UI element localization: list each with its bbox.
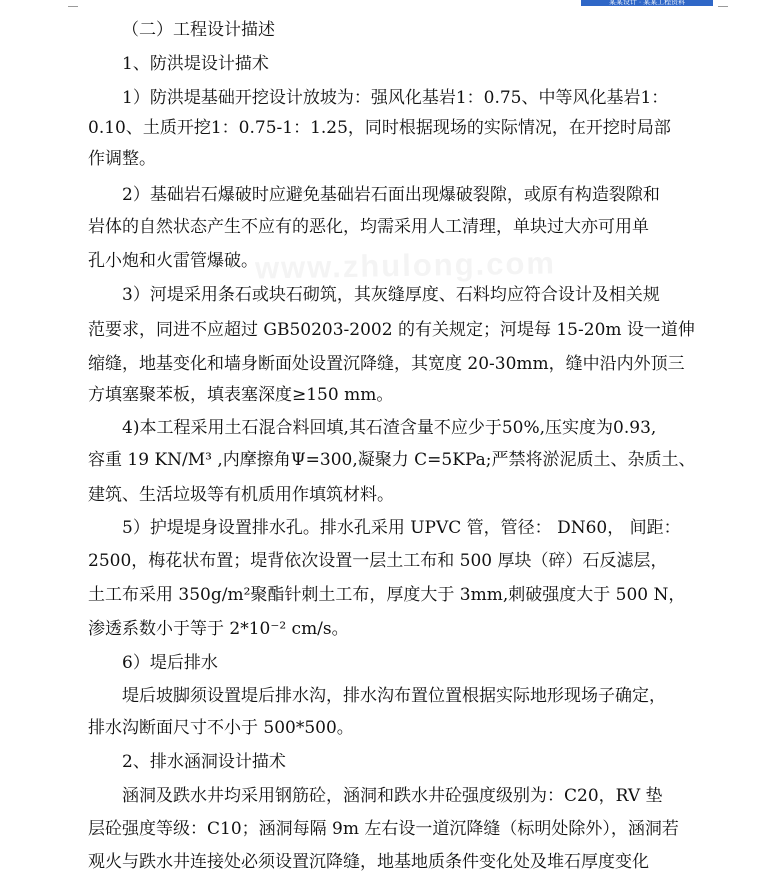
paragraph-line: 层砼强度等级：C10；涵洞每隔 9m 左右设一道沉降缝（标明处除外），涵洞若: [88, 819, 679, 839]
paragraph-line: 方填塞聚苯板，填表塞深度≥150 mm。: [88, 385, 394, 405]
subsection-heading-flood-levee: 1、防洪堤设计描术: [122, 54, 269, 74]
header-banner: 某某设计 · 某某工程资料: [581, 0, 713, 6]
paragraph-line: 作调整。: [88, 149, 156, 169]
paragraph-line: 孔小炮和火雷管爆破。: [88, 251, 258, 271]
paragraph-line: 3）河堤采用条石或块石砌筑，其灰缝厚度、石料均应符合设计及相关规: [122, 285, 660, 305]
right-margin-mark: [718, 6, 728, 7]
watermark-text: www.zhulong.com: [254, 245, 557, 286]
paragraph-line: 容重 19 KN/M³ ,内摩擦角Ψ=300,凝聚力 C=5KPa;严禁将淤泥质土、杂质土、: [88, 450, 696, 470]
paragraph-line: 涵洞及跌水井均采用钢筋砼，涵洞和跌水井砼强度级别为：C20，RV 垫: [122, 786, 663, 806]
paragraph-line: 土工布采用 350g/m²聚酯针刺土工布，厚度大于 3mm,刺破强度大于 500 N，: [88, 585, 686, 605]
paragraph-line: 渗透系数小于等于 2*10⁻² cm/s。: [88, 619, 349, 639]
paragraph-line: 堤后坡脚须设置堤后排水沟，排水沟布置位置根据实际地形现场子确定，: [122, 686, 666, 706]
paragraph-line: 2500，梅花状布置；堤背依次设置一层土工布和 500 厚块（碎）石反滤层，: [88, 551, 668, 571]
section-heading: （二）工程设计描述: [122, 20, 275, 40]
paragraph-line: 5）护堤堤身设置排水孔。排水孔采用 UPVC 管，管径： DN60， 间距：: [122, 518, 681, 538]
paragraph-line: 0.10、土质开挖1：0.75-1：1.25，同时根据现场的实际情况，在开挖时局部: [88, 118, 671, 138]
paragraph-line: 1）防洪堤基础开挖设计放坡为：强风化基岩1：0.75、中等风化基岩1：: [122, 88, 669, 108]
left-margin-mark: [68, 6, 78, 7]
paragraph-line: 排水沟断面尺寸不小于 500*500。: [88, 718, 354, 738]
paragraph-line: 4)本工程采用土石混合料回填,其石渣含量不应少于50%,压实度为0.93,: [122, 418, 657, 438]
paragraph-line: 建筑、生活垃圾等有机质用作填筑材料。: [88, 485, 394, 505]
subsection-heading-culvert: 2、排水涵洞设计描术: [122, 752, 286, 772]
paragraph-line: 范要求，同进不应超过 GB50203-2002 的有关规定；河堤每 15-20m 设一道伸: [88, 320, 695, 340]
paragraph-line: 岩体的自然状态产生不应有的恶化，均需采用人工清理，单块过大亦可用单: [88, 217, 649, 237]
subsection-heading-post-levee-drainage: 6）堤后排水: [122, 653, 218, 673]
paragraph-line: 观火与跌水井连接处必须设置沉降缝，地基地质条件变化处及堆石厚度变化: [88, 852, 649, 872]
paragraph-line: 2）基础岩石爆破时应避免基础岩石面出现爆破裂隙，或原有构造裂隙和: [122, 185, 660, 205]
paragraph-line: 缩缝，地基变化和墙身断面处设置沉降缝，其宽度 20-30mm，缝中沿内外顶三: [88, 354, 685, 374]
